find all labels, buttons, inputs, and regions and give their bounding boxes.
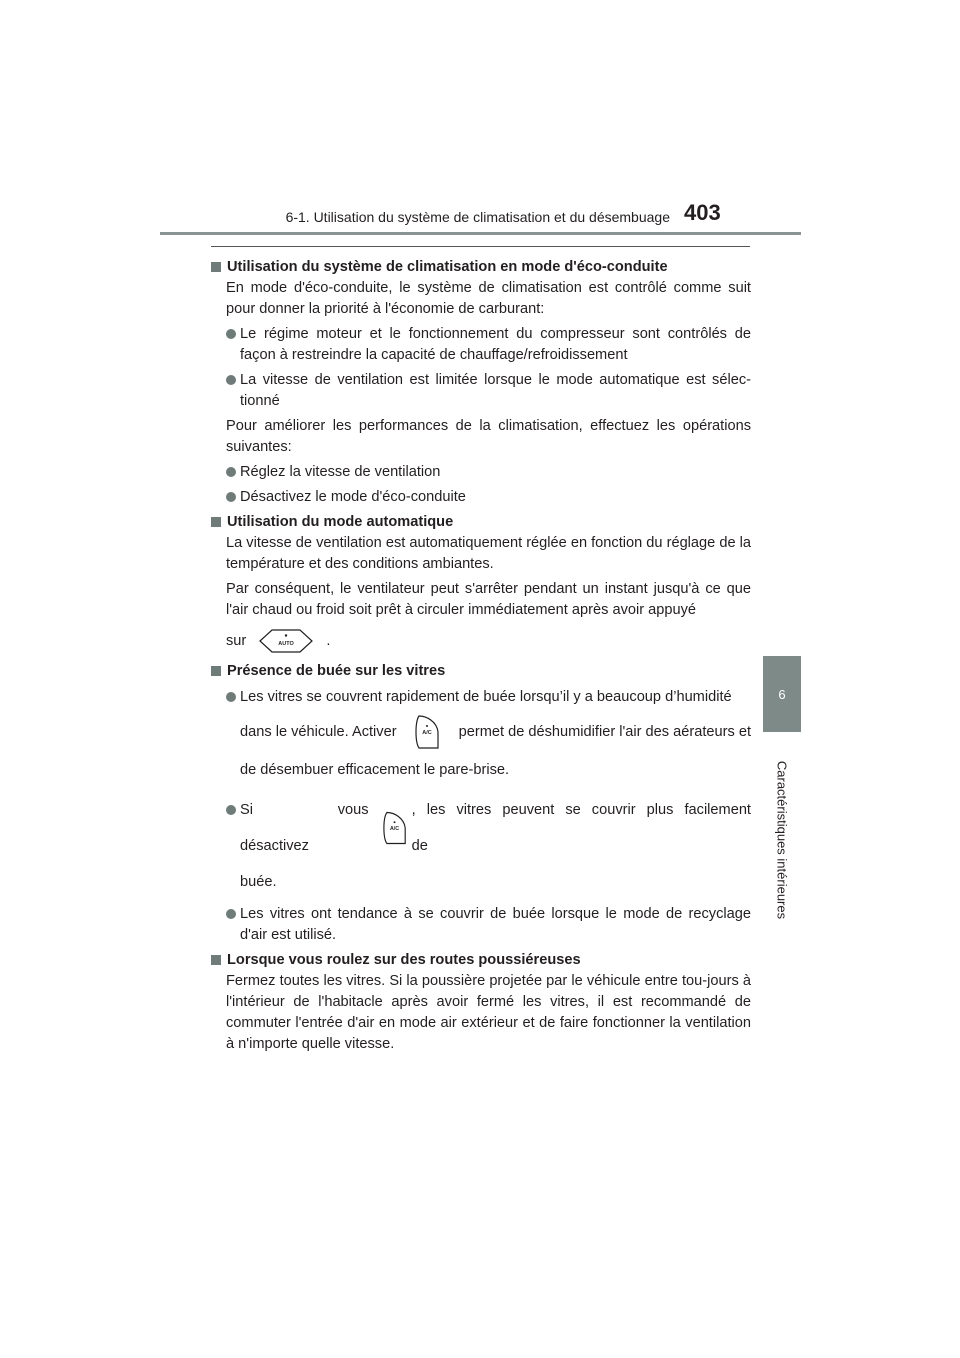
section-title-dust: Lorsque vous roulez sur des routes poussiéreuses [210, 950, 751, 971]
header-title: 6-1. Utilisation du système de climatisation et du désembuage [285, 209, 670, 225]
list-item: Réglez la vitesse de ventilation [226, 462, 751, 483]
section-title-auto: Utilisation du mode automatique [210, 512, 751, 533]
list-item: La vitesse de ventilation est limitée lorsque le mode automatique est sélec-tionné [226, 370, 751, 412]
header-divider [160, 232, 801, 235]
list-item: Si vous désactivez A/C , les vitres peuvent se couvrir plus facilement de buée. [226, 792, 751, 900]
ac-button-icon [381, 808, 410, 848]
auto-paragraph-2: Par conséquent, le ventilateur peut s'arrêter pendant un instant jusqu'à ce que l'air chaud ou froid soit prêt à circuler immédiatement après avoir appuyé [226, 581, 751, 618]
list-item: Les vitres ont tendance à se couvrir de buée lorsque le mode de recyclage d'air est utilisé. [226, 904, 751, 946]
section-title-eco: Utilisation du système de climatisation en mode d'éco-conduite [210, 257, 751, 278]
square-bullet-icon [211, 955, 221, 965]
eco-improve: Pour améliorer les performances de la climatisation, effectuez les opérations suivantes: [226, 418, 751, 455]
section-title-fog: Présence de buée sur les vitres [210, 661, 751, 682]
chapter-tab [763, 656, 801, 732]
square-bullet-icon [211, 517, 221, 527]
svg-text:AUTO: AUTO [278, 641, 295, 648]
square-bullet-icon [211, 262, 221, 272]
chapter-label: Caractéristiques intérieures [774, 760, 790, 920]
round-bullet-icon [226, 492, 236, 502]
round-bullet-icon [226, 692, 236, 702]
square-bullet-icon [211, 666, 221, 676]
list-item: Désactivez le mode d'éco-conduite [226, 487, 751, 508]
dust-paragraph: Fermez toutes les vitres. Si la poussière projetée par le véhicule entre tou-jours à l'intérieur de l'habitacle après avoir fermé les vitres, il est recommandé de commuter l'entrée d'air en mode air extérieur et de faire fonctionner la ventilation à n'importe quelle vitesse. [226, 973, 751, 1052]
round-bullet-icon [226, 375, 236, 385]
round-bullet-icon [226, 805, 236, 815]
list-item: Le régime moteur et le fonctionnement du compresseur sont contrôlés de façon à restreindre la capacité de chauffage/refroidissement [226, 324, 751, 366]
svg-text:A/C: A/C [421, 730, 432, 736]
svg-text:A/C: A/C [389, 825, 399, 832]
round-bullet-icon [226, 329, 236, 339]
auto-button-icon [256, 628, 316, 654]
round-bullet-icon [226, 909, 236, 919]
page-number: 403 [684, 200, 721, 225]
content-divider [211, 246, 750, 247]
auto-paragraph-2-end: sur AUTO . [226, 621, 751, 661]
page-content [210, 257, 751, 1055]
list-item: Les vitres se couvrent rapidement de buée lorsqu’il y a beaucoup d’humidité dans le véhicule. Activer A/C permet de déshumidifier l'air des aérateurs et de désembuer efficacement le pare-brise. [226, 687, 751, 788]
eco-intro: En mode d'éco-conduite, le système de climatisation est contrôlé comme suit pour donner la priorité à l'économie de carburant: [226, 280, 751, 317]
auto-paragraph-1: La vitesse de ventilation est automatiquement réglée en fonction du réglage de la température et des conditions ambiantes. [226, 535, 751, 572]
ac-button-icon [413, 712, 443, 752]
round-bullet-icon [226, 467, 236, 477]
chapter-number: 6 [778, 686, 786, 702]
